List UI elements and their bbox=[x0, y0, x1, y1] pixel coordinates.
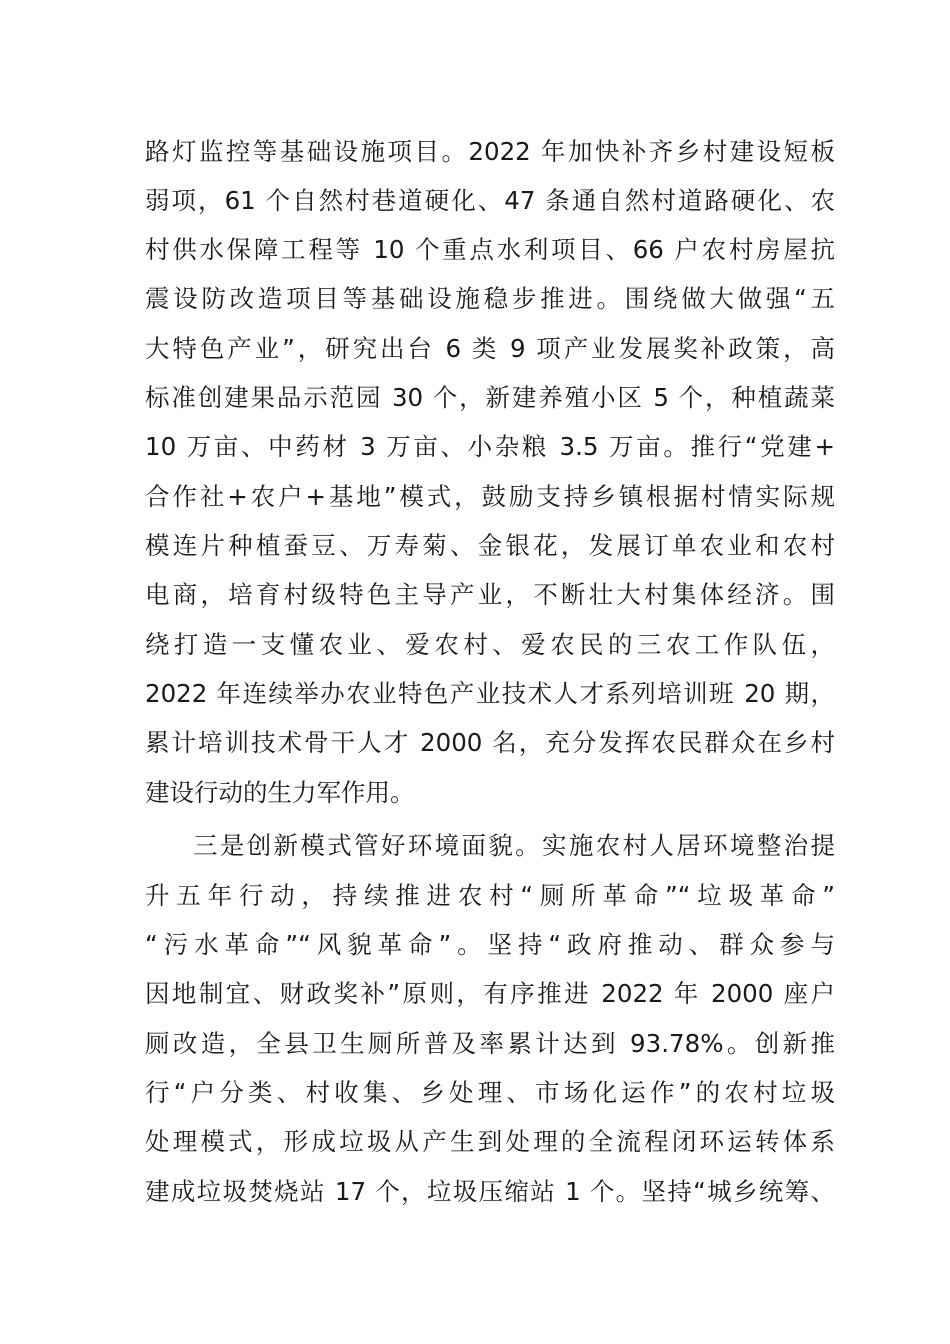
text-line: 绕打造一支懂农业、爱农村、爱农民的三农工作队伍， bbox=[145, 630, 835, 659]
text-line: 村供水保障工程等 10 个重点水利项目、66 户农村房屋抗 bbox=[145, 235, 835, 264]
text-line: 路灯监控等基础设施项目。2022 年加快补齐乡村建设短板 bbox=[145, 137, 835, 166]
text-line: 标准创建果品示范园 30 个，新建养殖小区 5 个，种植蔬菜 bbox=[145, 383, 835, 412]
text-line: 合作社+农户+基地”模式，鼓励支持乡镇根据村情实际规 bbox=[145, 482, 835, 511]
text-line: 建成垃圾焚烧站 17 个，垃圾压缩站 1 个。坚持“城乡统筹、 bbox=[145, 1177, 835, 1206]
text-line: 行“户分类、村收集、乡处理、市场化运作”的农村垃圾 bbox=[145, 1078, 835, 1107]
text-line: 弱项，61 个自然村巷道硬化、47 条通自然村道路硬化、农 bbox=[145, 186, 835, 215]
paragraph-start-line: 三是创新模式管好环境面貌。实施农村人居环境整治提 bbox=[193, 831, 835, 860]
text-line: 厕改造，全县卫生厕所普及率累计达到 93.78%。创新推 bbox=[145, 1029, 835, 1058]
text-line: 大特色产业”，研究出台 6 类 9 项产业发展奖补政策，高 bbox=[145, 334, 835, 363]
text-line: 10 万亩、中药材 3 万亩、小杂粮 3.5 万亩。推行“党建+ bbox=[145, 432, 835, 461]
text-line: 模连片种植蚕豆、万寿菊、金银花，发展订单农业和农村 bbox=[145, 531, 835, 560]
text-line: 升五年行动，持续推进农村“厕所革命”“垃圾革命” bbox=[145, 881, 835, 910]
text-line: 累计培训技术骨干人才 2000 名，充分发挥农民群众在乡村 bbox=[145, 728, 835, 757]
text-line: 处理模式，形成垃圾从产生到处理的全流程闭环运转体系 bbox=[145, 1127, 835, 1156]
text-line: 建设行动的生力军作用。 bbox=[145, 778, 415, 807]
text-line: “污水革命”“风貌革命”。坚持“政府推动、群众参与 bbox=[145, 930, 835, 959]
text-line: 2022 年连续举办农业特色产业技术人才系列培训班 20 期， bbox=[145, 679, 835, 708]
text-line: 电商，培育村级特色主导产业，不断壮大村集体经济。围 bbox=[145, 580, 835, 609]
text-line: 因地制宜、财政奖补”原则，有序推进 2022 年 2000 座户 bbox=[145, 979, 835, 1008]
text-line: 震设防改造项目等基础设施稳步推进。围绕做大做强“五 bbox=[145, 284, 835, 313]
